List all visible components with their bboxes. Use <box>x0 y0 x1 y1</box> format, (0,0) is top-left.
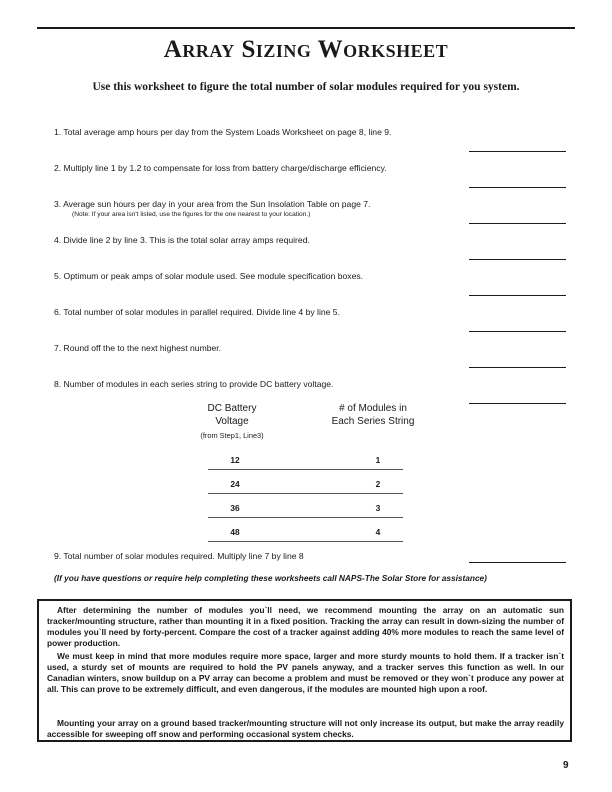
answer-line-5[interactable] <box>469 295 566 296</box>
info-box <box>37 599 572 742</box>
help-note: (If you have questions or require help completing these worksheets call NAPS-The Solar Store for assistance) <box>54 573 487 583</box>
table-row-divider <box>208 469 403 470</box>
table-header-voltage-line1: DC Battery <box>207 403 257 414</box>
table-row-divider <box>208 517 403 518</box>
table-cell-voltage: 48 <box>230 527 240 537</box>
table-row-divider <box>208 493 403 494</box>
worksheet-item-9: 9. Total number of solar modules required. Multiply line 7 by line 8 <box>54 551 304 561</box>
worksheet-item-1: 1. Total average amp hours per day from the System Loads Worksheet on page 8, line 9. <box>54 127 392 137</box>
worksheet-item-6: 6. Total number of solar modules in parallel required. Divide line 4 by line 5. <box>54 307 340 317</box>
answer-line-2[interactable] <box>469 187 566 188</box>
worksheet-item-3-note: (Note: If your area isn't listed, use the figures for the one nearest to your location.) <box>72 211 311 218</box>
answer-line-4[interactable] <box>469 259 566 260</box>
table-row-divider <box>208 541 403 542</box>
answer-line-9[interactable] <box>469 562 566 563</box>
top-rule <box>37 27 575 29</box>
table-header-modules-line1: # of Modules in <box>339 403 407 414</box>
table-header-voltage-line2: Voltage <box>215 416 249 427</box>
table-cell-voltage: 24 <box>230 479 240 489</box>
worksheet-item-8: 8. Number of modules in each series string to provide DC battery voltage. <box>54 379 334 389</box>
table-cell-modules: 4 <box>375 527 381 537</box>
answer-line-3[interactable] <box>469 223 566 224</box>
page-subtitle: Use this worksheet to figure the total number of solar modules required for you system. <box>92 81 520 93</box>
worksheet-item-3: 3. Average sun hours per day in your area from the Sun Insolation Table on page 7. <box>54 199 371 209</box>
worksheet-item-2: 2. Multiply line 1 by 1.2 to compensate for loss from battery charge/discharge efficiency. <box>54 163 387 173</box>
table-cell-modules: 1 <box>375 455 381 465</box>
answer-line-8[interactable] <box>469 403 566 404</box>
table-cell-voltage: 12 <box>230 455 240 465</box>
table-header-modules-line2: Each Series String <box>331 416 415 427</box>
info-paragraph-mounts: We must keep in mind that more modules require more space, larger and more sturdy mounts to hold them. If a tracker isn`t used, a sturdy set of mounts are required to hold the PV panels anyway, and a tracker serves this function as well. In our Canadian winters, snow buildup on a PV array can become a problem and must be removed or they won`t produce any power at all. This can prove to be extremely difficult, and even dangerous, if the modules are mounted high upon a roof. <box>47 651 564 695</box>
info-paragraph-ground: Mounting your array on a ground based tracker/mounting structure will not only increase its output, but make the array readily accessible for sweeping off snow and performing occasional system checks. <box>47 718 564 740</box>
answer-line-6[interactable] <box>469 331 566 332</box>
worksheet-item-5: 5. Optimum or peak amps of solar module used. See module specification boxes. <box>54 271 364 281</box>
table-cell-modules: 3 <box>375 503 381 513</box>
info-paragraph-tracker: After determining the number of modules you`ll need, we recommend mounting the array on an automatic sun tracker/mounting structure, rather than mounting it in a fixed position. Tracking the array can result in down-sizing the number of modules you`ll need by forty-percent. Compare the cost of a tracker against adding 40% more modules to reach the same level of power production. <box>47 605 564 649</box>
worksheet-item-7: 7. Round off the to the next highest number. <box>54 343 222 353</box>
table-cell-voltage: 36 <box>230 503 240 513</box>
page-title: Array Sizing Worksheet <box>163 36 449 63</box>
answer-line-1[interactable] <box>469 151 566 152</box>
worksheet-item-4: 4. Divide line 2 by line 3. This is the total solar array amps required. <box>54 235 310 245</box>
answer-line-7[interactable] <box>469 367 566 368</box>
table-header-voltage-sub: (from Step1, Line3) <box>200 431 264 440</box>
page-number: 9 <box>563 760 569 771</box>
table-cell-modules: 2 <box>375 479 381 489</box>
